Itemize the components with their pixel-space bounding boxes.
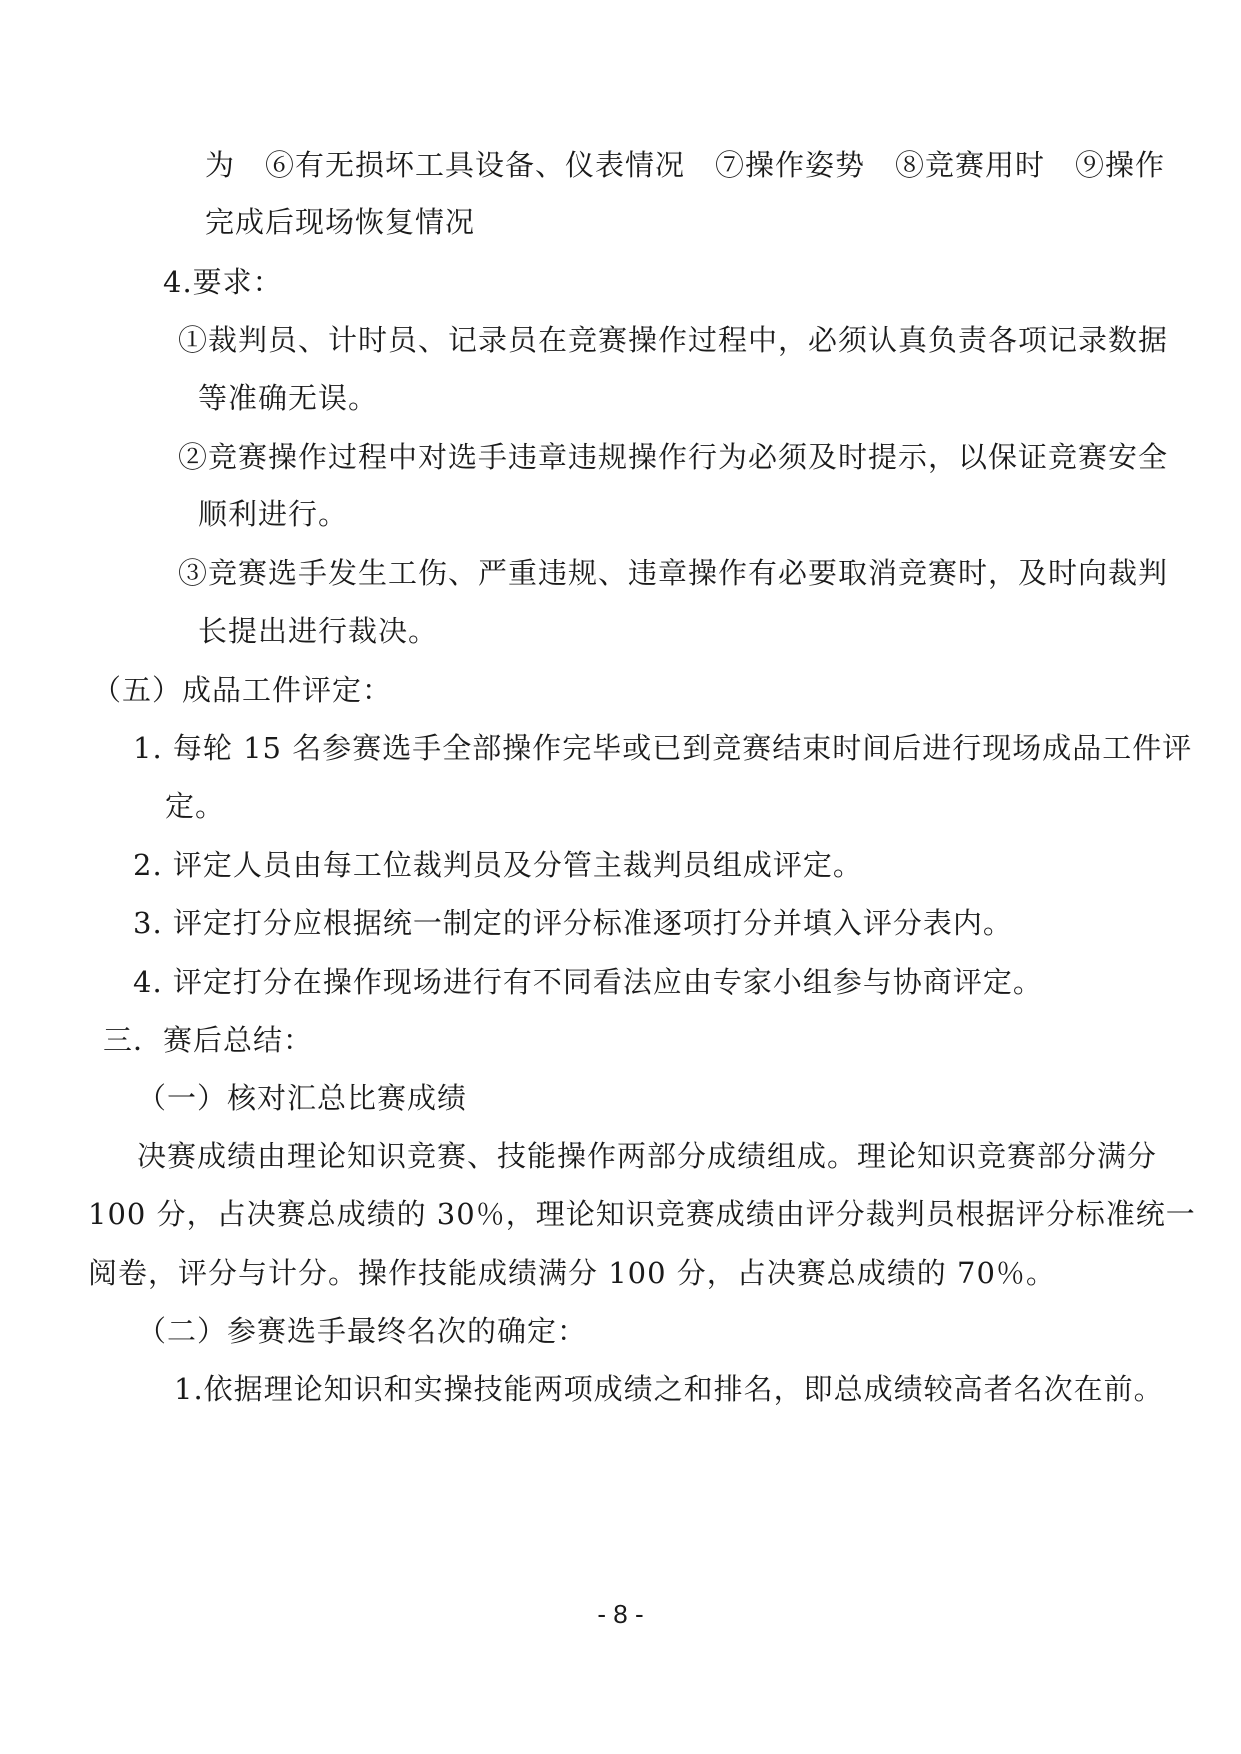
evaluation-item-4: 4. 评定打分在操作现场进行有不同看法应由专家小组参与协商评定。 xyxy=(133,965,1043,999)
evaluation-item-1-continuation: 定。 xyxy=(165,789,226,823)
page-number: - 8 - xyxy=(597,1599,644,1629)
section-five-heading: （五）成品工件评定： xyxy=(92,673,393,707)
requirement-1: ①裁判员、计时员、记录员在竞赛操作过程中，必须认真负责各项记录数据 xyxy=(178,323,1169,357)
section-three-heading: 三．赛后总结： xyxy=(103,1023,314,1057)
subsection-one-heading: （一）核对汇总比赛成绩 xyxy=(137,1081,468,1115)
scoring-items-continuation: 完成后现场恢复情况 xyxy=(205,205,476,239)
requirement-2: ②竞赛操作过程中对选手违章违规操作行为必须及时提示，以保证竞赛安全 xyxy=(178,440,1169,474)
scoring-items-line: 为 ⑥有无损坏工具设备、仪表情况 ⑦操作姿势 ⑧竞赛用时 ⑨操作 xyxy=(205,148,1166,182)
evaluation-item-1: 1. 每轮 15 名参赛选手全部操作完毕或已到竞赛结束时间后进行现场成品工件评 xyxy=(133,731,1193,765)
paragraph-line-1: 决赛成绩由理论知识竞赛、技能操作两部分成绩组成。理论知识竞赛部分满分 xyxy=(137,1139,1158,1173)
paragraph-line-3: 阅卷，评分与计分。操作技能成绩满分 100 分，占决赛总成绩的 70％。 xyxy=(88,1256,1056,1290)
evaluation-item-3: 3. 评定打分应根据统一制定的评分标准逐项打分并填入评分表内。 xyxy=(133,906,1013,940)
paragraph-line-2: 100 分，占决赛总成绩的 30％，理论知识竞赛成绩由评分裁判员根据评分标准统一 xyxy=(88,1197,1196,1231)
ranking-rule-1: 1.依据理论知识和实操技能两项成绩之和排名，即总成绩较高者名次在前。 xyxy=(174,1372,1164,1406)
requirements-heading: 4.要求： xyxy=(163,265,283,299)
evaluation-item-2: 2. 评定人员由每工位裁判员及分管主裁判员组成评定。 xyxy=(133,848,863,882)
requirement-1-continuation: 等准确无误。 xyxy=(198,381,379,415)
requirement-3: ③竞赛选手发生工伤、严重违规、违章操作有必要取消竞赛时，及时向裁判 xyxy=(178,556,1169,590)
requirement-2-continuation: 顺利进行。 xyxy=(198,497,349,531)
requirement-3-continuation: 长提出进行裁决。 xyxy=(198,614,439,648)
subsection-two-heading: （二）参赛选手最终名次的确定： xyxy=(137,1314,588,1348)
